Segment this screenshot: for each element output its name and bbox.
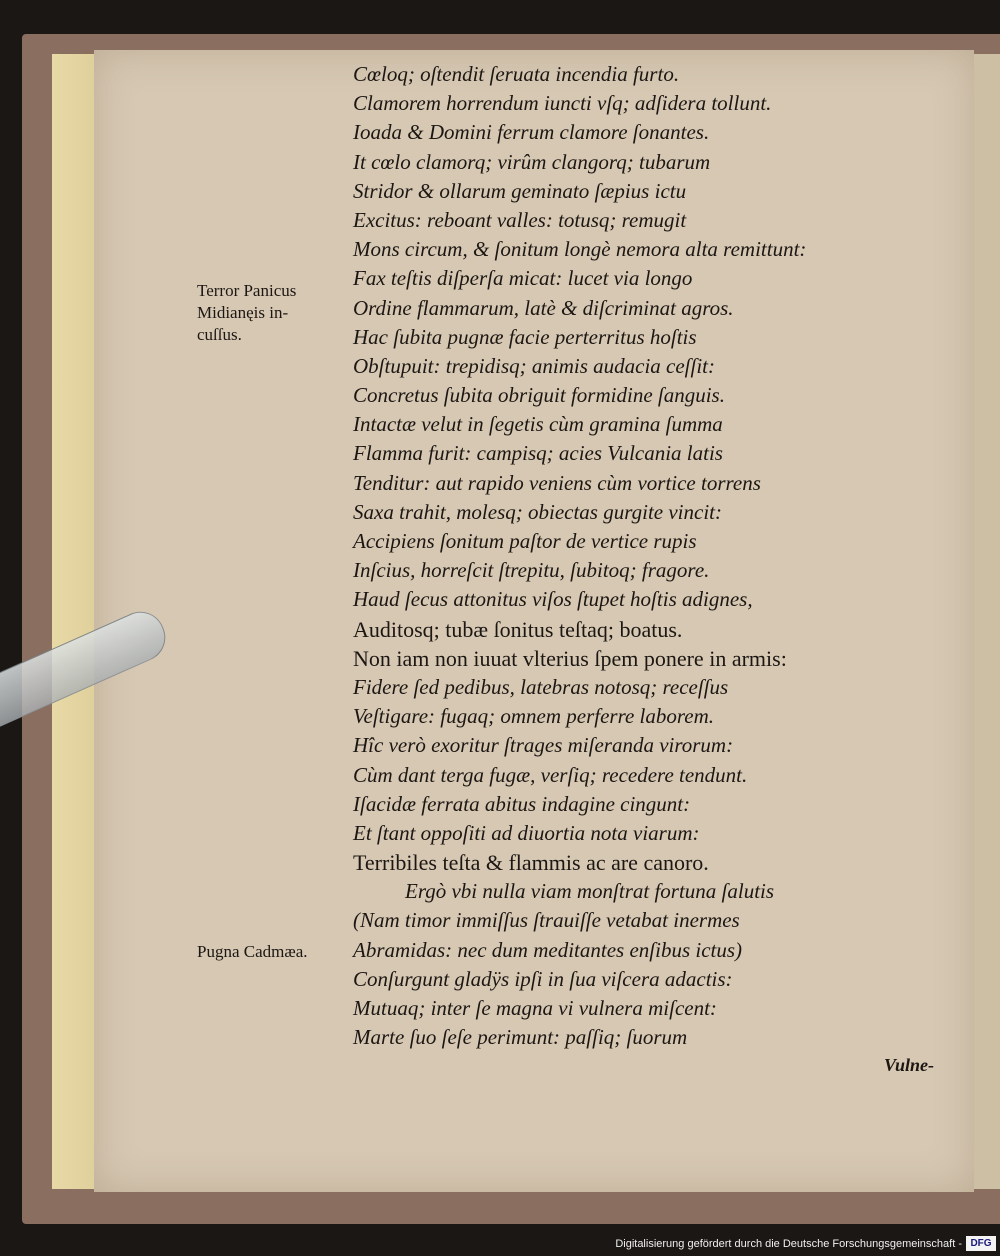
verse-line: Inſcius, horreſcit ſtrepitu, ſubitoq; fragore. [353, 558, 710, 583]
verse-text [353, 60, 953, 1052]
verse-line: It cœlo clamorq; virûm clangorq; tubarum [353, 149, 711, 174]
verse-line: Tenditur: aut rapido veniens cùm vortice torrens [353, 470, 761, 495]
verse-line: Clamorem horrendum iuncti vſq; adſidera tollunt. [353, 91, 772, 116]
verse-line: Intactæ velut in ſegetis cùm gramina ſumma [353, 412, 723, 437]
verse-line: Mutuaq; inter ſe magna vi vulnera miſcent: [353, 996, 717, 1020]
verse-line: Auditosq; tubæ ſonitus teſtaq; boatus. [353, 616, 683, 642]
verse-line: Ordine flammarum, latè & diſcriminat agros. [353, 295, 734, 320]
margin-note-pugna: Pugna Cadmæa. [197, 942, 308, 961]
verse-line: Flamma furit: campisq; acies Vulcania latis [353, 441, 723, 466]
verse-line: Conſurgunt gladÿs ipſi in ſua viſcera adactis: [353, 966, 733, 991]
verse-line: Cœloq; oſtendit ſeruata incendia furto. [353, 62, 680, 86]
dfg-logo-icon: DFG [966, 1236, 996, 1251]
verse-line: Obſtupuit: trepidisq; animis audacia ceſſit: [353, 353, 716, 378]
margin-note-line: Terror Panicus [197, 281, 297, 300]
verse-line: Marte ſuo ſeſe perimunt: paſſiq; ſuorum [353, 1025, 688, 1050]
verse-line: Et ſtant oppoſiti ad diuortia nota viarum: [353, 820, 700, 845]
verse-line: (Nam timor immiſſus ſtrauiſſe vetabat inermes [353, 908, 740, 933]
digitization-credit: Digitalisierung gefördert durch die Deutsche Forschungsgemeinschaft - [615, 1238, 962, 1250]
verse-line: Stridor & ollarum geminato ſæpius ictu [353, 178, 687, 203]
verse-line: Ioada & Domini ferrum clamore ſonantes. [353, 120, 710, 145]
verse-line: Abramidas: nec dum meditantes enſibus ictus) [353, 937, 743, 962]
verse-line: Hac ſubita pugnæ facie perterritus hoſtis [353, 324, 697, 349]
verse-line: Terribiles teſta & flammis ac are canoro. [353, 850, 709, 876]
margin-note-line: cuſſus. [197, 325, 242, 344]
verse-line: Hîc verò exoritur ſtrages miſeranda virorum: [353, 733, 734, 758]
verse-line: Cùm dant terga fugæ, verſiq; recedere tendunt. [353, 762, 748, 787]
verse-line: Excitus: reboant valles: totusq; remugit [353, 207, 687, 232]
catchword: Vulne- [884, 1055, 935, 1075]
verse-line: Concretus ſubita obriguit formidine ſanguis. [353, 383, 725, 408]
verse-line: Non iam non iuuat vlterius ſpem ponere in armis: [353, 645, 787, 671]
margin-note-line: Midianęis in- [197, 303, 289, 322]
verse-line: Fax teſtis diſperſa micat: lucet via longo [353, 266, 693, 291]
verse-line: Veſtigare: fugaq; omnem perferre laborem. [353, 704, 715, 729]
verse-line: Fidere ſed pedibus, latebras notosq; receſſus [353, 674, 729, 699]
verse-line: Saxa trahit, molesq; obiectas gurgite vincit: [353, 499, 722, 524]
margin-note-terror [197, 280, 296, 346]
verse-line: Mons circum, & ſonitum longè nemora alta remittunt: [353, 237, 807, 262]
verse-line: Iſacidæ ferrata abitus indagine cingunt: [353, 791, 691, 816]
verse-line: Ergò vbi nulla viam monſtrat fortuna ſalutis [405, 879, 775, 904]
verse-line: Haud ſecus attonitus viſos ſtupet hoſtis adignes, [353, 587, 753, 612]
verse-line: Accipiens ſonitum paſtor de vertice rupis [353, 529, 697, 553]
